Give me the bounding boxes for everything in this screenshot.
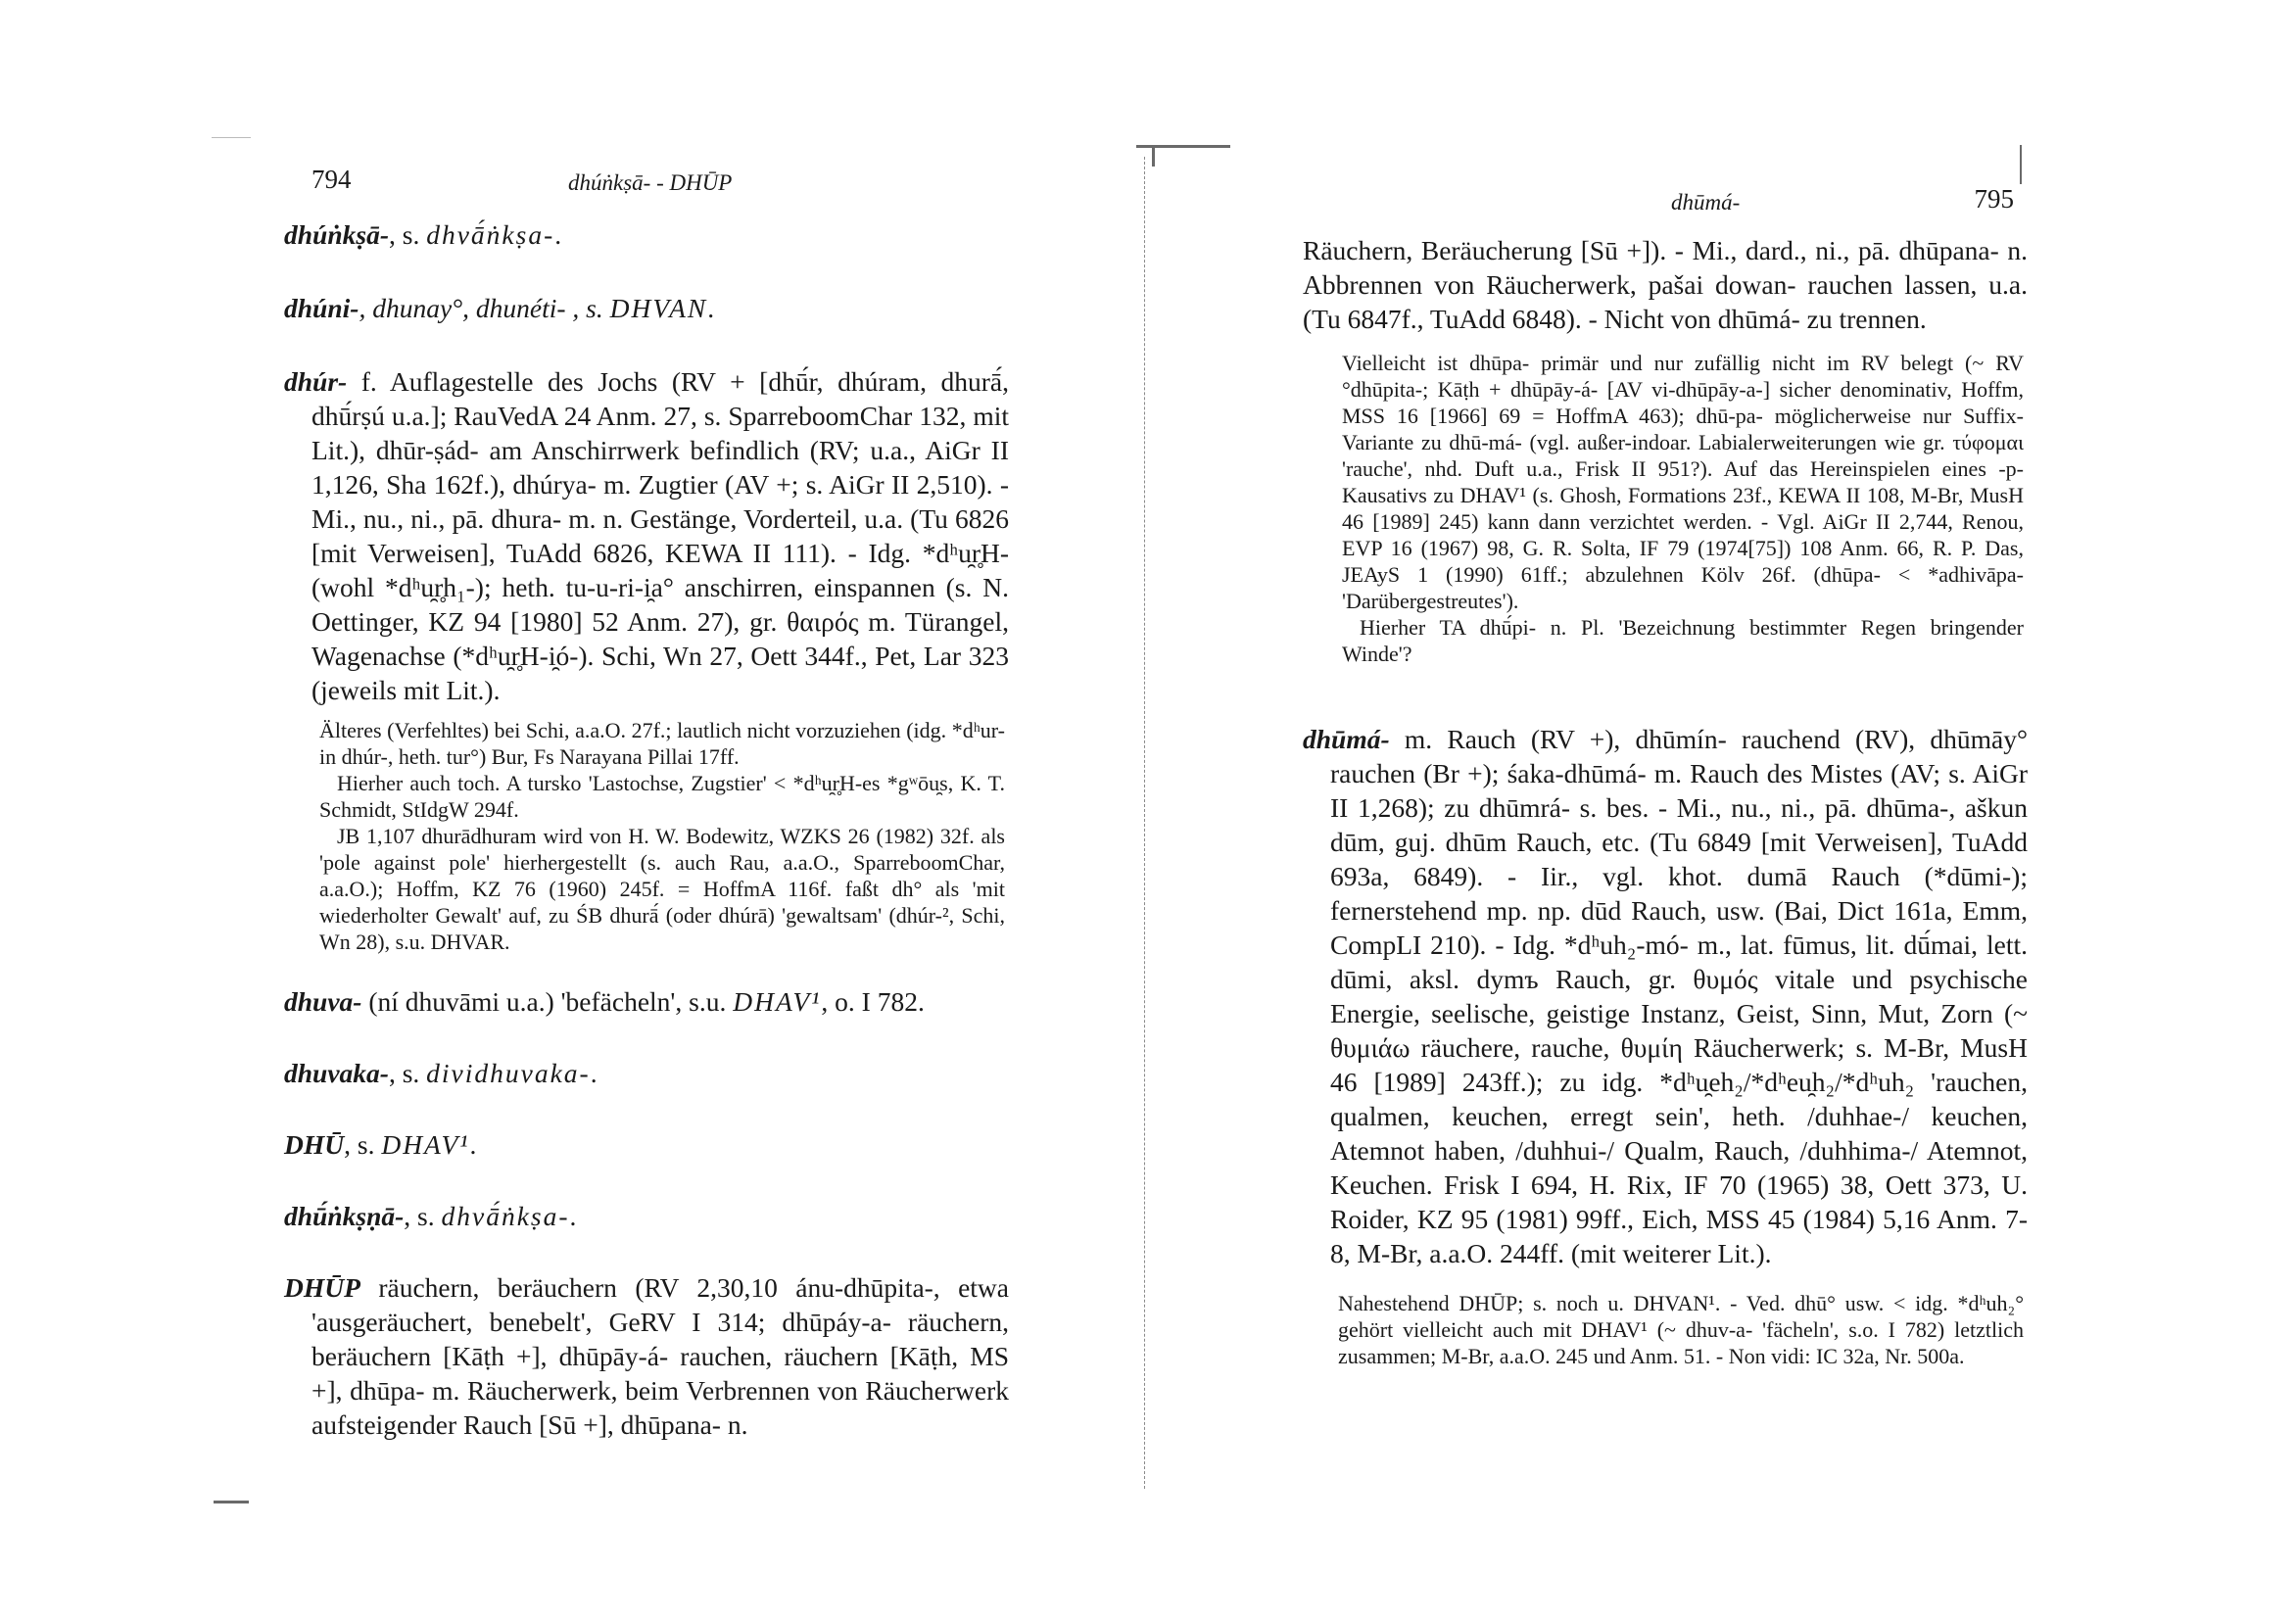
- entry-tail: .: [707, 293, 715, 323]
- entry-lemma: dhū́ṅkṣṇā-: [284, 1201, 405, 1231]
- scan-artifact-top: [1136, 145, 1230, 148]
- gutter-line: [1144, 157, 1145, 1489]
- right-running-header: [1303, 184, 2028, 223]
- right-header-title: dhūmá-: [1671, 190, 1741, 215]
- entry-dhuni: [284, 291, 1009, 325]
- entry-lemma: dhúni-: [284, 293, 359, 323]
- note-paragraph: Nahestehend DHŪP; s. noch u. DHVAN¹. - Ved. dhū° usw. < idg. *dʰuh₂° gehört vielleicht auch mit DHAV¹ (~ dhuv-a- 'fächeln', s.o. I 782) letztlich zusammen; M-Br, a.a.O. 245 und Anm. 51. - Non vidi: IC 32a, Nr. 500a.: [1338, 1291, 2024, 1368]
- entry-dhuva: [284, 984, 1009, 1019]
- entry-text: , s.: [389, 219, 427, 250]
- entry-dhuma: [1303, 722, 2028, 1270]
- entry-text: (ní dhuvāmi u.a.) 'befächeln', s.u.: [361, 986, 734, 1017]
- left-header-title: dhúṅkṣā- - DHŪP: [568, 170, 733, 195]
- entry-lemma: dhuva-: [284, 986, 362, 1017]
- entry-dhunksna: [284, 1199, 1009, 1233]
- entry-ref: dhvā́ṅkṣa-: [441, 1201, 570, 1231]
- left-page-number: 794: [311, 165, 352, 194]
- entry-DHU: [284, 1127, 1009, 1162]
- note-paragraph: Hierher TA dhū́pi- n. Pl. 'Bezeichnung bestimmter Regen bringender Winde'?: [1342, 615, 2024, 666]
- entry-text: , dhunay°, dhunéti- , s.: [359, 293, 610, 323]
- entry-ref: DHVAN: [609, 293, 708, 323]
- entry-text: , s.: [404, 1201, 442, 1231]
- note-paragraph: JB 1,107 dhurādhuram wird von H. W. Bodewitz, WZKS 26 (1982) 32f. als 'pole against pole' hierhergestellt (s. auch Rau, a.a.O., SparreboomChar, a.a.O.); Hoffm, KZ 76 (1960) 245f. = HoffmA 116f. faßt dh° als 'mit wiederholter Gewalt' auf, zu ŚB dhurā́ (oder dhúrā) 'gewaltsam' (dhúr-², Schi, Wn 28), s.u. DHVAR.: [319, 824, 1005, 954]
- scan-artifact-left: [214, 1501, 249, 1503]
- entry-lemma: DHŪP: [284, 1272, 360, 1303]
- entry-lemma: dhuvaka-: [284, 1058, 389, 1088]
- entry-DHUP: [284, 1270, 1009, 1442]
- entry-lemma: dhúr-: [284, 366, 348, 397]
- entry-ref: dhvā́ṅkṣa-: [426, 219, 555, 250]
- entry-lemma: dhúṅkṣā-: [284, 219, 389, 250]
- note-dhur: [319, 717, 1005, 955]
- entry-text: räuchern, beräuchern (RV 2,30,10 ánu-dhūpita-, etwa 'ausgeräuchert, benebelt', GeRV I 314; dhūpáy-a- räuchern, beräuchern [Kāṭh +], dhūpāy-á- rauchen, räuchern [Kāṭh, MS +], dhūpa- m. Räucherwerk, beim Verbrennen von Räucherwerk aufsteigender Rauch [Sū +], dhūpana- n.: [311, 1272, 1009, 1440]
- entry-ref: DHAV¹: [381, 1129, 470, 1160]
- entry-dhur: [284, 364, 1009, 707]
- left-running-header: [284, 165, 1009, 204]
- right-page-number: 795: [1974, 184, 2014, 214]
- entry-dhuvaka: [284, 1056, 1009, 1090]
- entry-text: , s.: [344, 1129, 382, 1160]
- entry-tail: .: [554, 219, 562, 250]
- scan-artifact-top-stem: [1152, 145, 1155, 167]
- entry-lemma: DHŪ: [284, 1129, 345, 1160]
- note-dhuma: [1338, 1290, 2024, 1369]
- left-page-body: [284, 217, 1009, 1442]
- entry-tail: .: [590, 1058, 598, 1088]
- right-page: [1303, 0, 2028, 1622]
- entry-tail: .: [569, 1201, 577, 1231]
- entry-text: , s.: [388, 1058, 427, 1088]
- right-page-body: [1303, 233, 2028, 1369]
- entry-tail: , o. I 782.: [821, 986, 925, 1017]
- entry-tail: .: [469, 1129, 477, 1160]
- entry-ref: DHAV¹: [733, 986, 822, 1017]
- note-paragraph: Hierher auch toch. A tursko 'Lastochse, Zugstier' < *dʰu̯r̥H-es *gʷōu̯s, K. T. Schmidt, StIdgW 294f.: [319, 771, 1005, 822]
- entry-text: f. Auflagestelle des Jochs (RV + [dhū́r, dhúram, dhurā́, dhū́rṣú u.a.]; RauVedA 24 Anm. 27, s. SparreboomChar 132, mit Lit.), dhūr-ṣád- am Anschirrwerk befindlich (RV; u.a., AiGr II 1,126, Sha 162f.), dhúrya- m. Zugtier (AV +; s. AiGr II 2,510). - Mi., nu., ni., pā. dhura- m. n. Gestänge, Vorderteil, u.a. (Tu 6826 [mit Verweisen], TuAdd 6826, KEWA II 111). - Idg. *dʰu̯r̥H- (wohl *dʰu̯r̥h₁-); heth. tu-u-ri-i̯a° anschirren, einspannen (s. N. Oettinger, KZ 94 [1980] 52 Anm. 27), gr. θαιρός m. Türangel, Wagenachse (*dʰu̯r̥H-i̯ó-). Schi, Wn 27, Oett 344f., Pet, Lar 323 (jeweils mit Lit.).: [311, 366, 1009, 705]
- continuation-dhup: Räuchern, Beräucherung [Sū +]). - Mi., dard., ni., pā. dhūpana- n. Abbrennen von Räucherwerk, pašai dowan- rauchen lassen, u.a. (Tu 6847f., TuAdd 6848). - Nicht von dhūmá- zu trennen.: [1303, 235, 2028, 334]
- note-dhup: [1342, 350, 2024, 667]
- note-paragraph: Älteres (Verfehltes) bei Schi, a.a.O. 27f.; lautlich nicht vorzuziehen (idg. *dʰur- in dhúr-, heth. tur°) Bur, Fs Narayana Pillai 17ff.: [319, 718, 1005, 769]
- entry-text: m. Rauch (RV +), dhūmín- rauchend (RV), dhūmāy° rauchen (Br +); śaka-dhūmá- m. Rauch des Mistes (AV; s. AiGr II 1,268); zu dhūmrá- s. bes. - Mi., nu., ni., pā. dhūma-, aškun dūm, guj. dhūm Rauch, etc. (Tu 6849 [mit Verweisen], TuAdd 693a, 6849). - Iir., vgl. khot. dumā Rauch (*dūmi-); fernerstehend mp. np. dūd Rauch, usw. (Bai, Dict 161a, Emm, CompLI 210). - Idg. *dʰuh₂-mó- m., lat. fūmus, lit. dū́mai, lett. dūmi, aksl. dymъ Rauch, gr. θυμός vitale und psychische Energie, seelische, geistige Instanz, Geist, Sinn, Mut, Zorn (~ θυμιάω räuchere, rauche, θυμίη Räucherwerk; s. M-Br, MusH 46 [1989] 243ff.); zu idg. *dʰu̯eh₂/*dʰeu̯h₂/*dʰuh₂ 'rauchen, qualmen, keuchen, erregt sein', heth. /duhhae-/ keuchen, Atemnot haben, /duhhui-/ Qualm, Rauch, /duhhima-/ Atemnot, Keuchen. Frisk I 694, H. Rix, IF 70 (1965) 38, Oett 373, U. Roider, KZ 95 (1981) 99ff., Eich, MSS 45 (1984) 5,16 Anm. 7-8, M-Br, a.a.O. 244ff. (mit weiterer Lit.).: [1330, 724, 2028, 1268]
- note-paragraph: Vielleicht ist dhūpa- primär und nur zufällig nicht im RV belegt (~ RV °dhūpita-; Kāṭh + dhūpāy-á- [AV vi-dhūpāy-a-] sicher denominativ, Hoffm, MSS 16 [1966] 69 = HoffmA 463); dhū-pa- möglicherweise nur Suffix-Variante zu dhū-má- (vgl. außer-indoar. Labialerweiterungen wie gr. τύφομαι 'rauche', nhd. Duft u.a., Frisk II 951?). Auf das Hereinspielen eines -p-Kausativs zu DHAV¹ (s. Ghosh, Formations 23f., KEWA II 108, M-Br, MusH 46 [1989] 245) kann dann verzichtet werden. - Vgl. AiGr II 2,744, Renou, EVP 16 (1967) 98, G. R. Solta, IF 79 (1974[75]) 108 Anm. 66, R. P. Das, JEAyS 1 (1990) 61ff.; abzulehnen Kölv 26f. (dhūpa- < *adhivāpa- 'Darübergestreutes').: [1342, 351, 2024, 613]
- scan-artifact-left-top: [212, 137, 251, 138]
- entry-ref: dividhuvaka-: [426, 1058, 591, 1088]
- left-page: [284, 0, 1009, 1622]
- entry-lemma: dhūmá-: [1303, 724, 1390, 754]
- entry-dhunksa: [284, 217, 1009, 252]
